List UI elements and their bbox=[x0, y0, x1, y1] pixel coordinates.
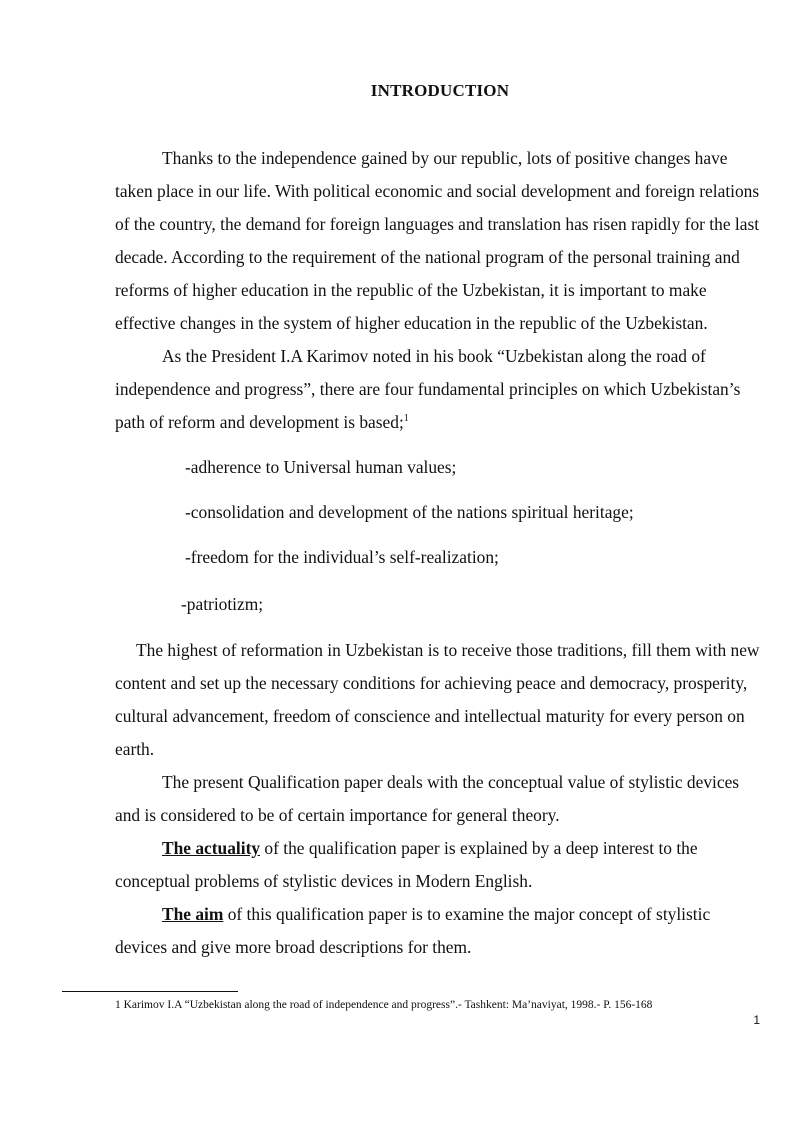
paragraph-independence: Thanks to the independence gained by our republic, lots of positive changes have taken place in our life. With political economic and social development and foreign relations of the country, the demand for foreign languages and translation has risen rapidly for the last decade. According to the requirement of the national program of the personal training and reforms of higher education in the republic of the Uzbekistan, it is important to make effective changes in the system of higher education in the republic of the Uzbekistan. bbox=[115, 148, 760, 333]
paragraph-principles-intro bbox=[115, 340, 765, 439]
footnote: 1 Karimov I.A “Uzbekistan along the road of independence and progress”.- Tashkent: Ma’naviyat, 1998.- P. 156-168 bbox=[115, 999, 653, 1011]
footnote-separator bbox=[62, 991, 238, 992]
principle-item-2: -consolidation and development of the nations spiritual heritage; bbox=[185, 502, 634, 522]
body-text bbox=[115, 142, 765, 964]
footnote-reference: 1 bbox=[403, 413, 409, 425]
page-title: INTRODUCTION bbox=[370, 81, 510, 100]
paragraph-reformation: The highest of reformation in Uzbekistan is to receive those traditions, fill them with new content and set up the necessary conditions for achieving peace and democracy, prosperity, cultural advancement, freedom of conscience and intellectual maturity for every person on earth. bbox=[115, 640, 760, 759]
principle-item-3: -freedom for the individual’s self-realization; bbox=[185, 547, 499, 567]
paragraph-actuality bbox=[115, 832, 765, 898]
aim-term: The aim bbox=[162, 904, 224, 924]
paragraph-aim bbox=[115, 898, 765, 964]
paragraph-principles-text: As the President I.A Karimov noted in his book “Uzbekistan along the road of independence and progress”, there are four fundamental principles on which Uzbekistan’s path of reform and development is based; bbox=[115, 346, 741, 432]
principle-item-1: -adherence to Universal human values; bbox=[185, 457, 457, 477]
page-number: 1 bbox=[753, 1013, 760, 1027]
actuality-term: The actuality bbox=[162, 838, 261, 858]
paragraph-qualification-paper: The present Qualification paper deals with the conceptual value of stylistic devices and is considered to be of certain importance for general theory. bbox=[115, 772, 740, 825]
actuality-text: of the qualification paper is explained by a deep interest to the conceptual problems of stylistic devices in Modern English. bbox=[115, 838, 698, 891]
aim-text: of this qualification paper is to examine the major concept of stylistic devices and give more broad descriptions for them. bbox=[115, 904, 711, 957]
principle-item-4: -patriotizm; bbox=[181, 594, 264, 614]
